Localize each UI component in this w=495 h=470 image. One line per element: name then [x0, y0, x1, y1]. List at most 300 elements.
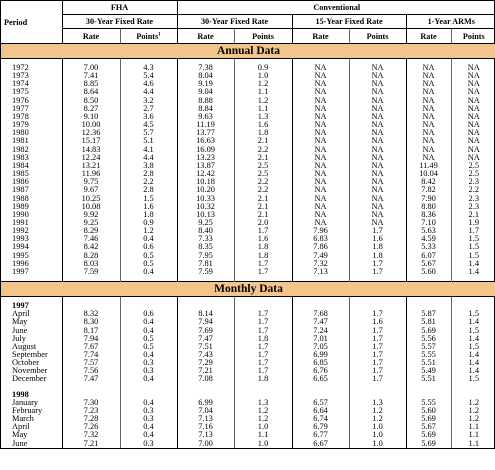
value-cell: NA	[292, 121, 349, 129]
value-cell: 1.2	[451, 415, 495, 423]
period-cell: May	[12, 430, 28, 440]
value-cell: 10.33	[177, 195, 234, 203]
value-cell: NA	[292, 72, 349, 80]
value-cell: NA	[349, 80, 406, 88]
value-cell: 1.2	[451, 399, 495, 407]
value-cell: 9.25	[177, 219, 234, 227]
value-cell: 5.55	[406, 399, 451, 407]
value-cell: 1.2	[349, 415, 406, 423]
period-cell: 1989	[12, 201, 29, 211]
value-cell: 1.1	[234, 431, 292, 439]
period-cell: May	[12, 317, 28, 327]
value-cell: 10.32	[177, 203, 234, 211]
value-cell: 1.4	[451, 359, 495, 367]
value-cell: 7.13	[292, 268, 349, 276]
value-cell: 4.4	[120, 88, 177, 96]
value-cell: 0.5	[120, 260, 177, 268]
value-cell: 4.59	[406, 235, 451, 243]
value-cell: NA	[406, 121, 451, 129]
value-cell: 1.4	[451, 260, 495, 268]
period-cell: November	[12, 366, 48, 376]
value-cell: 7.90	[406, 195, 451, 203]
period-cell: 1977	[12, 103, 29, 113]
value-cell: 7.00	[62, 64, 120, 72]
value-cell: NA	[451, 105, 495, 113]
value-cell: 2.1	[234, 211, 292, 219]
value-cell: 5.69	[406, 327, 451, 335]
value-cell: 5.60	[406, 407, 451, 415]
value-cell: 1.1	[451, 423, 495, 431]
value-cell: 0.4	[120, 268, 177, 276]
value-cell: NA	[292, 129, 349, 137]
value-cell: 1.8	[234, 375, 292, 383]
value-cell: 6.99	[177, 399, 234, 407]
value-cell: 0.4	[120, 431, 177, 439]
value-cell: 1.8	[349, 252, 406, 260]
value-cell: 2.2	[234, 186, 292, 194]
value-cell: 8.84	[177, 105, 234, 113]
value-cell: 1.8	[234, 335, 292, 343]
value-cell: 7.47	[292, 318, 349, 326]
value-cell: 2.2	[234, 178, 292, 186]
value-cell: 6.67	[292, 440, 349, 448]
value-cell: 1.7	[349, 260, 406, 268]
value-cell: 6.79	[292, 423, 349, 431]
value-cell: 6.77	[292, 431, 349, 439]
annual-data-section	[1, 44, 495, 59]
value-cell: 5.4	[120, 72, 177, 80]
period-cell: 1985	[12, 169, 29, 179]
value-cell: 1.0	[234, 72, 292, 80]
value-cell: 7.59	[62, 268, 120, 276]
value-cell: 0.3	[120, 415, 177, 423]
value-cell: 7.08	[177, 375, 234, 383]
conventional-header: Conventional	[177, 1, 495, 15]
value-cell: NA	[349, 219, 406, 227]
conv-30-year-header: 30-Year Fixed Rate	[177, 15, 292, 29]
conv-arm-header: 1-Year ARMs	[406, 15, 495, 29]
value-cell: 8.17	[62, 327, 120, 335]
value-cell: NA	[349, 113, 406, 121]
value-cell: 1.2	[451, 407, 495, 415]
period-cell: 1972	[12, 63, 29, 72]
value-cell: 10.00	[62, 121, 120, 129]
period-cell: 1993	[12, 234, 29, 244]
value-cell: 1.5	[451, 310, 495, 318]
value-cell: 5.69	[406, 440, 451, 448]
value-cell: 9.04	[177, 88, 234, 96]
value-cell: 8.30	[62, 318, 120, 326]
table-row	[1, 375, 495, 383]
value-cell: 4.1	[120, 146, 177, 154]
value-cell: 0.5	[120, 343, 177, 351]
value-cell: 5.63	[406, 227, 451, 235]
value-cell: 5.87	[406, 310, 451, 318]
period-cell: September	[12, 350, 48, 359]
period-cell: 1973	[12, 71, 29, 81]
value-cell: 3.8	[120, 162, 177, 170]
value-cell: 4.5	[120, 121, 177, 129]
value-cell: 1.6	[234, 121, 292, 129]
value-cell: 7.43	[177, 351, 234, 359]
value-cell: 3.6	[120, 113, 177, 121]
period-cell: 1984	[12, 160, 29, 170]
value-cell: NA	[349, 72, 406, 80]
value-cell: 13.87	[177, 162, 234, 170]
value-cell: 0.4	[120, 351, 177, 359]
period-cell: April	[12, 422, 30, 432]
period-cell: 1997	[12, 266, 29, 276]
value-cell: 7.59	[177, 268, 234, 276]
value-cell: 1.7	[349, 227, 406, 235]
value-cell: 1.4	[451, 351, 495, 359]
value-cell: 2.7	[120, 105, 177, 113]
value-cell: NA	[406, 105, 451, 113]
annual-data-section-label: Annual Data	[1, 44, 495, 59]
value-cell: NA	[451, 121, 495, 129]
period-cell: 1994	[12, 242, 29, 252]
value-cell: 7.30	[62, 399, 120, 407]
value-cell: 5.7	[120, 129, 177, 137]
value-cell: 1.7	[349, 327, 406, 335]
value-cell: NA	[349, 211, 406, 219]
table-row	[1, 440, 495, 448]
value-cell: 0.4	[120, 375, 177, 383]
value-cell: 7.01	[292, 335, 349, 343]
period-cell: 1995	[12, 250, 29, 260]
value-cell: 8.27	[62, 105, 120, 113]
value-cell: 16.63	[177, 137, 234, 145]
value-cell: 0.4	[120, 423, 177, 431]
value-cell: 1.4	[451, 335, 495, 343]
value-cell: 7.67	[62, 343, 120, 351]
value-cell: 7.68	[292, 310, 349, 318]
value-cell: 2.1	[234, 195, 292, 203]
value-cell: 7.24	[292, 327, 349, 335]
value-cell: 1.2	[234, 407, 292, 415]
period-cell: 1980	[12, 128, 29, 138]
value-cell: NA	[292, 113, 349, 121]
value-cell: 0.6	[120, 243, 177, 251]
value-cell: 7.21	[62, 440, 120, 448]
period-cell: June	[12, 438, 28, 448]
value-cell: NA	[349, 97, 406, 105]
conv-15-year-header: 15-Year Fixed Rate	[292, 15, 406, 29]
value-cell: 2.1	[234, 203, 292, 211]
value-cell: 12.42	[177, 170, 234, 178]
value-cell: 1.7	[234, 327, 292, 335]
value-cell: 1.1	[234, 88, 292, 96]
value-cell: 7.32	[292, 260, 349, 268]
value-cell: 7.56	[62, 367, 120, 375]
value-cell: 6.99	[292, 351, 349, 359]
period-cell: December	[12, 374, 47, 384]
value-cell: NA	[349, 162, 406, 170]
value-cell: 5.57	[406, 343, 451, 351]
value-cell: NA	[292, 203, 349, 211]
value-cell: 7.96	[292, 227, 349, 235]
value-cell: 1.5	[120, 195, 177, 203]
value-cell: 3.2	[120, 97, 177, 105]
value-cell: 1.3	[234, 399, 292, 407]
table-row	[1, 105, 495, 113]
value-cell: 12.24	[62, 154, 120, 162]
value-cell: 10.04	[406, 170, 451, 178]
value-cell: 1.2	[234, 415, 292, 423]
period-cell: 1990	[12, 209, 29, 219]
value-cell: NA	[292, 97, 349, 105]
table-row	[1, 97, 495, 105]
value-cell: 9.63	[177, 113, 234, 121]
fha-points-header	[120, 29, 177, 44]
value-cell: NA	[451, 64, 495, 72]
value-cell: 0.4	[120, 235, 177, 243]
value-cell: NA	[349, 186, 406, 194]
value-cell: 1.0	[234, 423, 292, 431]
value-cell: 2.8	[120, 170, 177, 178]
value-cell: NA	[349, 170, 406, 178]
value-cell: 6.85	[292, 359, 349, 367]
value-cell: 7.47	[177, 335, 234, 343]
value-cell: 5.51	[406, 375, 451, 383]
value-cell: 1.7	[234, 260, 292, 268]
value-cell: 1.1	[451, 440, 495, 448]
value-cell: 7.69	[177, 327, 234, 335]
conv15-rate-header: Rate	[292, 29, 349, 44]
value-cell: 12.36	[62, 129, 120, 137]
value-cell: 4.4	[120, 154, 177, 162]
value-cell: 7.47	[62, 375, 120, 383]
value-cell: 5.81	[406, 318, 451, 326]
value-cell: 1.7	[234, 318, 292, 326]
value-cell: 8.35	[177, 243, 234, 251]
fha-rate-header: Rate	[62, 29, 120, 44]
value-cell: 7.81	[177, 260, 234, 268]
value-cell: 7.33	[177, 235, 234, 243]
period-cell: 1987	[12, 185, 29, 195]
value-cell: NA	[406, 129, 451, 137]
value-cell: 5.69	[406, 431, 451, 439]
value-cell: 1.8	[120, 211, 177, 219]
value-cell: 8.04	[177, 72, 234, 80]
table-header	[1, 1, 495, 44]
table-row	[1, 64, 495, 72]
value-cell: NA	[292, 80, 349, 88]
value-cell: 8.64	[62, 88, 120, 96]
value-cell: 5.55	[406, 351, 451, 359]
conv15-points-header: Points	[349, 29, 406, 44]
value-cell: 1.1	[234, 105, 292, 113]
value-cell: NA	[292, 195, 349, 203]
value-cell: NA	[292, 105, 349, 113]
value-cell: 8.28	[62, 252, 120, 260]
value-cell: 0.9	[234, 64, 292, 72]
value-cell: 2.1	[451, 211, 495, 219]
period-cell: 1996	[12, 258, 29, 268]
value-cell: 1.2	[234, 97, 292, 105]
table-row	[1, 137, 495, 145]
value-cell: 9.10	[62, 113, 120, 121]
value-cell: 7.21	[177, 367, 234, 375]
value-cell: 1.7	[234, 343, 292, 351]
value-cell: NA	[451, 97, 495, 105]
value-cell: 7.41	[62, 72, 120, 80]
value-cell: NA	[349, 195, 406, 203]
value-cell: NA	[451, 113, 495, 121]
value-cell: 8.88	[177, 97, 234, 105]
value-cell: 7.23	[62, 407, 120, 415]
value-cell: 7.46	[62, 235, 120, 243]
value-cell: 5.1	[120, 137, 177, 145]
period-header: Period	[1, 1, 62, 44]
value-cell: 11.19	[177, 121, 234, 129]
value-cell: 2.0	[234, 219, 292, 227]
value-cell: 7.49	[292, 252, 349, 260]
value-cell: 1.4	[451, 268, 495, 276]
spacer-row	[1, 384, 495, 391]
value-cell: NA	[451, 146, 495, 154]
value-cell: NA	[406, 113, 451, 121]
value-cell: 7.86	[292, 243, 349, 251]
value-cell: NA	[292, 64, 349, 72]
period-cell: February	[12, 405, 43, 415]
value-cell: 1.8	[234, 243, 292, 251]
value-cell: 7.29	[177, 359, 234, 367]
fha-header: FHA	[62, 1, 177, 15]
monthly-data-section	[1, 282, 495, 297]
value-cell: 0.9	[120, 219, 177, 227]
value-cell: 1.7	[349, 351, 406, 359]
value-cell: 8.42	[62, 243, 120, 251]
value-cell: NA	[406, 154, 451, 162]
value-cell: 1.2	[349, 407, 406, 415]
value-cell: 5.51	[406, 359, 451, 367]
period-cell: 1978	[12, 111, 29, 121]
value-cell: 1.5	[451, 327, 495, 335]
value-cell: 5.56	[406, 335, 451, 343]
period-cell: 1981	[12, 136, 29, 146]
value-cell: 11.49	[406, 162, 451, 170]
value-cell: 2.2	[234, 146, 292, 154]
value-cell: 4.6	[120, 80, 177, 88]
value-cell: 1.6	[120, 203, 177, 211]
value-cell: NA	[349, 129, 406, 137]
value-cell: 1.7	[349, 375, 406, 383]
conv30-rate-header: Rate	[177, 29, 234, 44]
value-cell: NA	[406, 97, 451, 105]
value-cell: 1.5	[451, 375, 495, 383]
value-cell: 9.67	[62, 186, 120, 194]
value-cell: 8.36	[406, 211, 451, 219]
value-cell: 1.8	[234, 252, 292, 260]
value-cell: 7.82	[406, 186, 451, 194]
value-cell: NA	[349, 146, 406, 154]
value-cell: 1.0	[349, 423, 406, 431]
value-cell: 6.76	[292, 367, 349, 375]
value-cell: 8.80	[406, 203, 451, 211]
value-cell: NA	[451, 80, 495, 88]
value-cell: 0.4	[120, 318, 177, 326]
value-cell: 1.7	[349, 359, 406, 367]
value-cell: 1.3	[234, 113, 292, 121]
period-cell: August	[12, 341, 37, 351]
value-cell: 9.25	[62, 219, 120, 227]
value-cell: 7.26	[62, 423, 120, 431]
value-cell: 16.09	[177, 146, 234, 154]
value-cell: 0.5	[120, 252, 177, 260]
value-cell: 2.3	[451, 195, 495, 203]
period-cell: 1983	[12, 152, 29, 162]
value-cell: NA	[292, 137, 349, 145]
value-cell: NA	[406, 88, 451, 96]
value-cell: 5.67	[406, 423, 451, 431]
value-cell: 15.17	[62, 137, 120, 145]
value-cell: 8.85	[62, 80, 120, 88]
value-cell: 1.4	[451, 367, 495, 375]
value-cell: 1.7	[349, 310, 406, 318]
value-cell: 0.4	[120, 399, 177, 407]
value-cell: 10.13	[177, 211, 234, 219]
value-cell: NA	[292, 211, 349, 219]
value-cell: 1.7	[451, 227, 495, 235]
value-cell: 1.5	[451, 343, 495, 351]
value-cell: 7.04	[177, 407, 234, 415]
value-cell: 11.96	[62, 170, 120, 178]
fha-30-year-header: 30-Year Fixed Rate	[62, 15, 177, 29]
arm-points-header: Points	[451, 29, 495, 44]
value-cell: 5.49	[406, 367, 451, 375]
arm-rate-header: Rate	[406, 29, 451, 44]
value-cell: 9.19	[177, 80, 234, 88]
value-cell: 9.75	[62, 178, 120, 186]
table-row	[1, 268, 495, 276]
value-cell: 2.2	[120, 178, 177, 186]
value-cell: 0.3	[120, 440, 177, 448]
value-cell: 1.4	[451, 318, 495, 326]
value-cell: 8.42	[406, 178, 451, 186]
value-cell: 7.94	[62, 335, 120, 343]
value-cell: 5.33	[406, 243, 451, 251]
value-cell: 2.5	[234, 170, 292, 178]
value-cell: 5.69	[406, 415, 451, 423]
value-cell: NA	[451, 137, 495, 145]
value-cell: 8.50	[62, 97, 120, 105]
value-cell: NA	[349, 88, 406, 96]
value-cell: NA	[406, 137, 451, 145]
value-cell: 10.20	[177, 186, 234, 194]
value-cell: 8.14	[177, 310, 234, 318]
period-cell: 1979	[12, 120, 29, 130]
value-cell: NA	[292, 219, 349, 227]
year-label: 1997	[12, 301, 29, 311]
value-cell: NA	[349, 121, 406, 129]
points-label: Points	[136, 31, 159, 41]
value-cell: NA	[349, 64, 406, 72]
period-cell: 1988	[12, 193, 29, 203]
table-row	[1, 88, 495, 96]
value-cell: 7.95	[177, 252, 234, 260]
value-cell: 1.6	[349, 318, 406, 326]
table-row	[1, 80, 495, 88]
value-cell: 1.0	[349, 431, 406, 439]
value-cell: 1.1	[451, 431, 495, 439]
value-cell: 1.8	[349, 243, 406, 251]
value-cell: NA	[349, 203, 406, 211]
value-cell: 13.21	[62, 162, 120, 170]
value-cell: 6.07	[406, 252, 451, 260]
value-cell: NA	[292, 186, 349, 194]
value-cell: NA	[292, 154, 349, 162]
